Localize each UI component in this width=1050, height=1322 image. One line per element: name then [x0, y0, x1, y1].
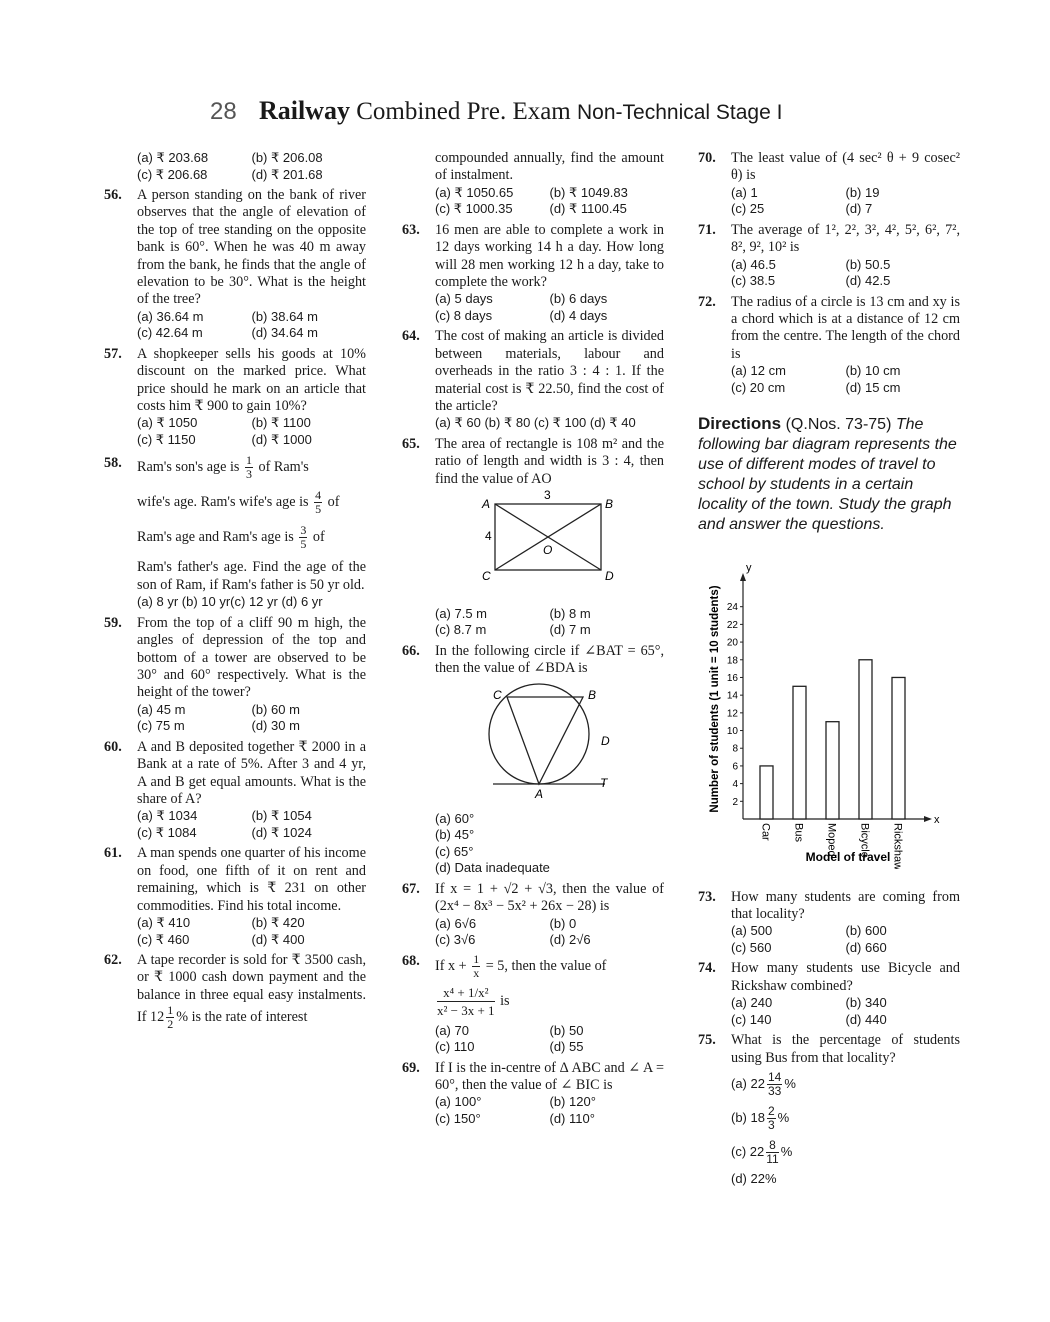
question-62: 62. A tape recorder is sold for ₹ 3500 cash, or ₹ 1000 cash down payment and the balance in three equal easy instalments. If 12 $\frac{1}{2}$ % is the rate of interest: [104, 952, 366, 1032]
question-text: How many students use Bicycle and Rickshaw combined?: [731, 960, 960, 994]
category-label: Rickshaw: [891, 823, 904, 870]
directions: Directions (Q.Nos. 73-75) The following bar diagram represents the use of different modes of travel to school by students in a certain locality of the town. Study the graph and answer the questions.: [698, 414, 957, 534]
y-tick-label: 20: [726, 637, 738, 649]
question-text: A and B deposited together ₹ 2000 in a Bank at a rate of 5%. After 3 and 4 yr, A and B get equal amounts. What is the share of A?: [137, 738, 366, 808]
column-3: [698, 150, 960, 1193]
triangle: [507, 697, 583, 784]
category-label: Car: [759, 823, 772, 841]
question-75: 75. What is the percentage of students using Bus from that locality? (a) 22 $\frac{14}{33}$ % (b) 18 $\frac{2}{3}$ % (c) 22 $\frac{8}{11}$ % (d) 22%: [698, 1032, 960, 1189]
question-59: 59. From the top of a cliff 90 m high, the angles of depression of the top and bottom of a tower are observed to be 30° and 60° respectively. What is the height of the tower? (a) 45 m (b) 60 m (c) 75 m (d) 30 m: [104, 614, 366, 734]
question-text: What is the percentage of students using Bus from that locality?: [731, 1032, 960, 1066]
question-text: If x = 1 + √2 + √3, then the value of (2x⁴ − 8x³ − 5x² + 26x − 28) is: [435, 880, 664, 915]
y-tick-label: 2: [732, 797, 738, 809]
bar-bus: [793, 687, 806, 820]
bar-bicycle: [859, 660, 872, 819]
label-length: 3: [544, 488, 551, 503]
bar-moped: [826, 722, 839, 819]
circle-figure: [435, 677, 655, 805]
x-axis-label: Model of travel: [805, 850, 891, 865]
book-title-bold: Railway: [258, 96, 350, 125]
y-tick-label: 24: [726, 602, 738, 614]
y-tick-label: 22: [726, 620, 738, 632]
category-label: Bicycle: [858, 823, 871, 859]
label-a: A: [482, 497, 491, 512]
prev-options: (a) ₹ 203.68 (b) ₹ 206.08 (c) ₹ 206.68 (d) ₹ 201.68: [137, 150, 323, 182]
question-72: 72. The radius of a circle is 13 cm and xy is a chord which is at a distance of 12 cm from the centre. The length of the chord is (a) 12 cm (b) 10 cm (c) 20 cm (d) 15 cm: [698, 293, 960, 395]
book-title: Combined Pre. Exam: [356, 98, 571, 125]
y-tick-label: 8: [732, 743, 738, 755]
column-1: [104, 150, 366, 1035]
question-text: The average of 1², 2², 3², 4², 5², 6², 7², 8², 9², 10² is: [731, 221, 960, 256]
label-c: C: [482, 569, 491, 584]
question-text: If I is the in-centre of Δ ABC and ∠ A = 60°, then the value of ∠ BIC is: [435, 1059, 664, 1094]
question-66: 66. In the following circle if ∠BAT = 65°, then the value of ∠BDA is C B D A T (a) 60° (b) 45° (c) 65° (d) Data inadequate: [402, 642, 664, 876]
fraction: $\frac{1}{2}$: [167, 1003, 174, 1032]
question-text: A man spends one quarter of his income on food, one fifth of it on rent and remaining, which is ₹ 231 on other commodities. Find his total income.: [137, 845, 366, 914]
circle: [489, 684, 589, 784]
column-2: compounded annually, find the amount of instalment. (a) ₹ 1050.65 (b) ₹ 1049.83 (c) ₹ 1000.35 (d) ₹ 1100.45 63. 16 men are able to complete a work in 12 days working 14 h a day. How long will 28 men working 12 h a day, take to complete the work? (a) 5 days (b) 6 days (c) 8 days (d) 4 days 64. The cost of making an article is divided between materials, labour and overheads in the ratio 3 : 4 : 1. If the material cost is ₹ 22.50, find the cost of the article? (a) ₹ 60 (b) ₹ 80 (c) ₹ 100 (d) ₹ 40 65. The area of rectangle is 108 m² and the ratio of length and width is 3 : 4, then find the value of AO A B C D O 3 4 (a) 7.5 m (b) 8 m (c) 8.7 m (d) 7 m 66. In the following circle if ∠BAT = 65°, then the value of ∠BDA is C B D A T (a) 60° (b) 45° (c) 65° (d) Data inadequate 67. If x = 1 + √2 + √3, then the value of (2x⁴ − 8x³ − 5x² + 26x − 28) is (a) 6√6 (b) 0 (c) 3√6 (d) 2√6 68. If x + $\frac{1}{x}$ = 5, then the value of $\frac{\text{x⁴ + 1/x²}}{\text{x² − 3x + 1}}$ is (a) 70 (b) 50 (c) 110 (d) 55 69. If I is the in-centre of Δ ABC and ∠ A = 60°, then the value of ∠ BIC is (a) 100° (b) 120° (c) 150° (d) 110°: [402, 150, 664, 1126]
y-tick-label: 16: [726, 673, 738, 685]
option-c: (c) 22 $\frac{8}{11}$ %: [731, 1138, 793, 1167]
question-73: 73. How many students are coming from that locality? (a) 500 (b) 600 (c) 560 (d) 660: [698, 888, 960, 955]
question-71: 71. The average of 1², 2², 3², 4², 5², 6², 7², 8², 9², 10² is (a) 46.5 (b) 50.5 (c) 38.5 (d) 42.5: [698, 221, 960, 289]
label-a: A: [535, 787, 544, 802]
question-69: 69. If I is the in-centre of Δ ABC and ∠ A = 60°, then the value of ∠ BIC is (a) 100° (b) 120° (c) 150° (d) 110°: [402, 1059, 664, 1126]
question-text: The cost of making an article is divided between materials, labour and overheads in the ratio 3 : 4 : 1. If the material cost is ₹ 22.50, find the cost of the article?: [435, 328, 664, 415]
question-68: 68. If x + $\frac{1}{x}$ = 5, then the value of $\frac{\text{x⁴ + 1/x²}}{\text{x² − 3x + 1}}$ is (a) 70 (b) 50 (c) 110 (d) 55: [402, 951, 607, 1055]
question-text: 16 men are able to complete a work in 12 days working 14 h a day. How long will 28 men working 12 h a day, take to complete the work?: [435, 221, 664, 291]
y-axis-letter: y: [746, 562, 752, 575]
y-tick-label: 10: [726, 726, 738, 738]
option-b: (b) 18 $\frac{2}{3}$ %: [731, 1104, 790, 1133]
fraction: $\frac{1}{3}$: [246, 453, 252, 482]
bar-rickshaw: [892, 678, 905, 820]
label-d: D: [601, 734, 610, 749]
expression-fraction: $\frac{\text{x⁴ + 1/x²}}{\text{x² − 3x + 1}}$: [437, 984, 495, 1018]
question-67: 67. If x = 1 + √2 + √3, then the value of (2x⁴ − 8x³ − 5x² + 26x − 28) is (a) 6√6 (b) 0 (c) 3√6 (d) 2√6: [402, 880, 664, 948]
question-text: In the following circle if ∠BAT = 65°, then the value of ∠BDA is: [435, 642, 664, 676]
fraction: $\frac{3}{5}$: [300, 523, 307, 552]
book-subtitle: Non-Technical Stage I: [577, 101, 783, 124]
option-a: (a) 22 $\frac{14}{33}$ %: [731, 1070, 796, 1099]
x-axis-arrow: [924, 816, 932, 822]
question-70: 70. The least value of (4 sec² θ + 9 cosec² θ) is (a) 1 (b) 19 (c) 25 (d) 7: [698, 150, 960, 217]
question-56: 56. A person standing on the bank of river observes that the angle of elevation of the top of tree standing on the opposite bank is 60°. When he was 40 m away from the bank, he finds that the angle of elevation to be 30°. What is the height of the tree? (a) 36.64 m (b) 38.64 m (c) 42.64 m (d) 34.64 m: [104, 187, 366, 341]
label-c: C: [493, 688, 502, 703]
question-text: A shopkeeper sells his goods at 10% discount on the marked price. What price should he mark on an article that costs him ₹ 900 to gain 10%?: [137, 345, 366, 415]
question-text: From the top of a cliff 90 m high, the angles of depression of the top and bottom of a tower are observed to be 30° and 60° respectively. What is the height of the tower?: [137, 614, 366, 701]
question-74: 74. How many students use Bicycle and Rickshaw combined? (a) 240 (b) 340 (c) 140 (d) 440: [698, 960, 960, 1027]
question-57: 57. A shopkeeper sells his goods at 10% discount on the marked price. What price should he mark on an article that costs him ₹ 900 to gain 10%? (a) ₹ 1050 (b) ₹ 1100 (c) ₹ 1150 (d) ₹ 1000: [104, 345, 366, 447]
label-d: D: [605, 569, 614, 584]
category-label: Moped: [825, 823, 838, 857]
bar-car: [760, 766, 773, 819]
rectangle-figure: [435, 488, 655, 600]
option-d: (d) 22%: [731, 1171, 777, 1187]
y-tick-label: 12: [726, 708, 738, 720]
y-tick-label: 4: [732, 779, 738, 791]
question-text: The radius of a circle is 13 cm and xy is a chord which is at a distance of 12 cm from the centre. The length of the chord is: [731, 293, 960, 362]
y-tick-label: 14: [726, 690, 738, 702]
label-o: O: [543, 543, 553, 558]
y-tick-label: 18: [726, 655, 738, 667]
question-text: The area of rectangle is 108 m² and the ratio of length and width is 3 : 4, then find the value of AO: [435, 435, 664, 487]
label-width: 4: [485, 529, 492, 544]
fraction: $\frac{1}{x}$: [473, 951, 480, 980]
label-b: B: [588, 688, 597, 703]
y-axis-label: Number of students (1 unit = 10 students): [709, 585, 721, 813]
question-61: 61. A man spends one quarter of his income on food, one fifth of it on rent and remaining, which is ₹ 231 on other commodities. Find his total income. (a) ₹ 410 (b) ₹ 420 (c) ₹ 460 (d) ₹ 400: [104, 845, 366, 947]
question-58: 58. Ram's son's age is $\frac{1}{3}$ of Ram's wife's age. Ram's wife's age is $\frac{4}{5}$ of Ram's age and Ram's age is $\frac{3}{5}$ of Ram's father's age. Find the age of the son of Ram, if Ram's father is 50 yr old. (a) 8 yr (b) 10 yr(c) 12 yr (d) 6 yr: [104, 453, 366, 610]
question-64: 64. The cost of making an article is divided between materials, labour and overheads in the ratio 3 : 4 : 1. If the material cost is ₹ 22.50, find the cost of the article? (a) ₹ 60 (b) ₹ 80 (c) ₹ 100 (d) ₹ 40: [402, 328, 664, 431]
question-63: 63. 16 men are able to complete a work in 12 days working 14 h a day. How long will 28 men working 12 h a day, take to complete the work? (a) 5 days (b) 6 days (c) 8 days (d) 4 days: [402, 221, 664, 323]
category-label: Bus: [792, 823, 805, 843]
y-tick-label: 6: [732, 761, 738, 773]
label-b: B: [605, 497, 614, 512]
x-axis-letter: x: [934, 814, 940, 827]
question-65: 65. The area of rectangle is 108 m² and the ratio of length and width is 3 : 4, then find the value of AO A B C D O 3 4 (a) 7.5 m (b) 8 m (c) 8.7 m (d) 7 m: [402, 435, 664, 638]
page-header: [210, 96, 782, 126]
bar-chart: [698, 543, 960, 869]
question-text: A person standing on the bank of river observes that the angle of elevation of the top of tree standing on the opposite bank is 60°. When he was 40 m away from the bank, he finds that the angle of elevation to be 30°. What is the height of the tree?: [137, 187, 366, 308]
fraction: $\frac{4}{5}$: [315, 488, 322, 517]
page-number: 28: [210, 98, 237, 125]
label-t: T: [600, 776, 608, 791]
question-text: How many students are coming from that locality?: [731, 888, 960, 923]
question-text: The least value of (4 sec² θ + 9 cosec² θ) is: [731, 150, 960, 184]
y-axis-arrow: [740, 573, 746, 581]
question-60: 60. A and B deposited together ₹ 2000 in a Bank at a rate of 5%. After 3 and 4 yr, A and B get equal amounts. What is the share of A? (a) ₹ 1034 (b) ₹ 1054 (c) ₹ 1084 (d) ₹ 1024: [104, 738, 366, 840]
